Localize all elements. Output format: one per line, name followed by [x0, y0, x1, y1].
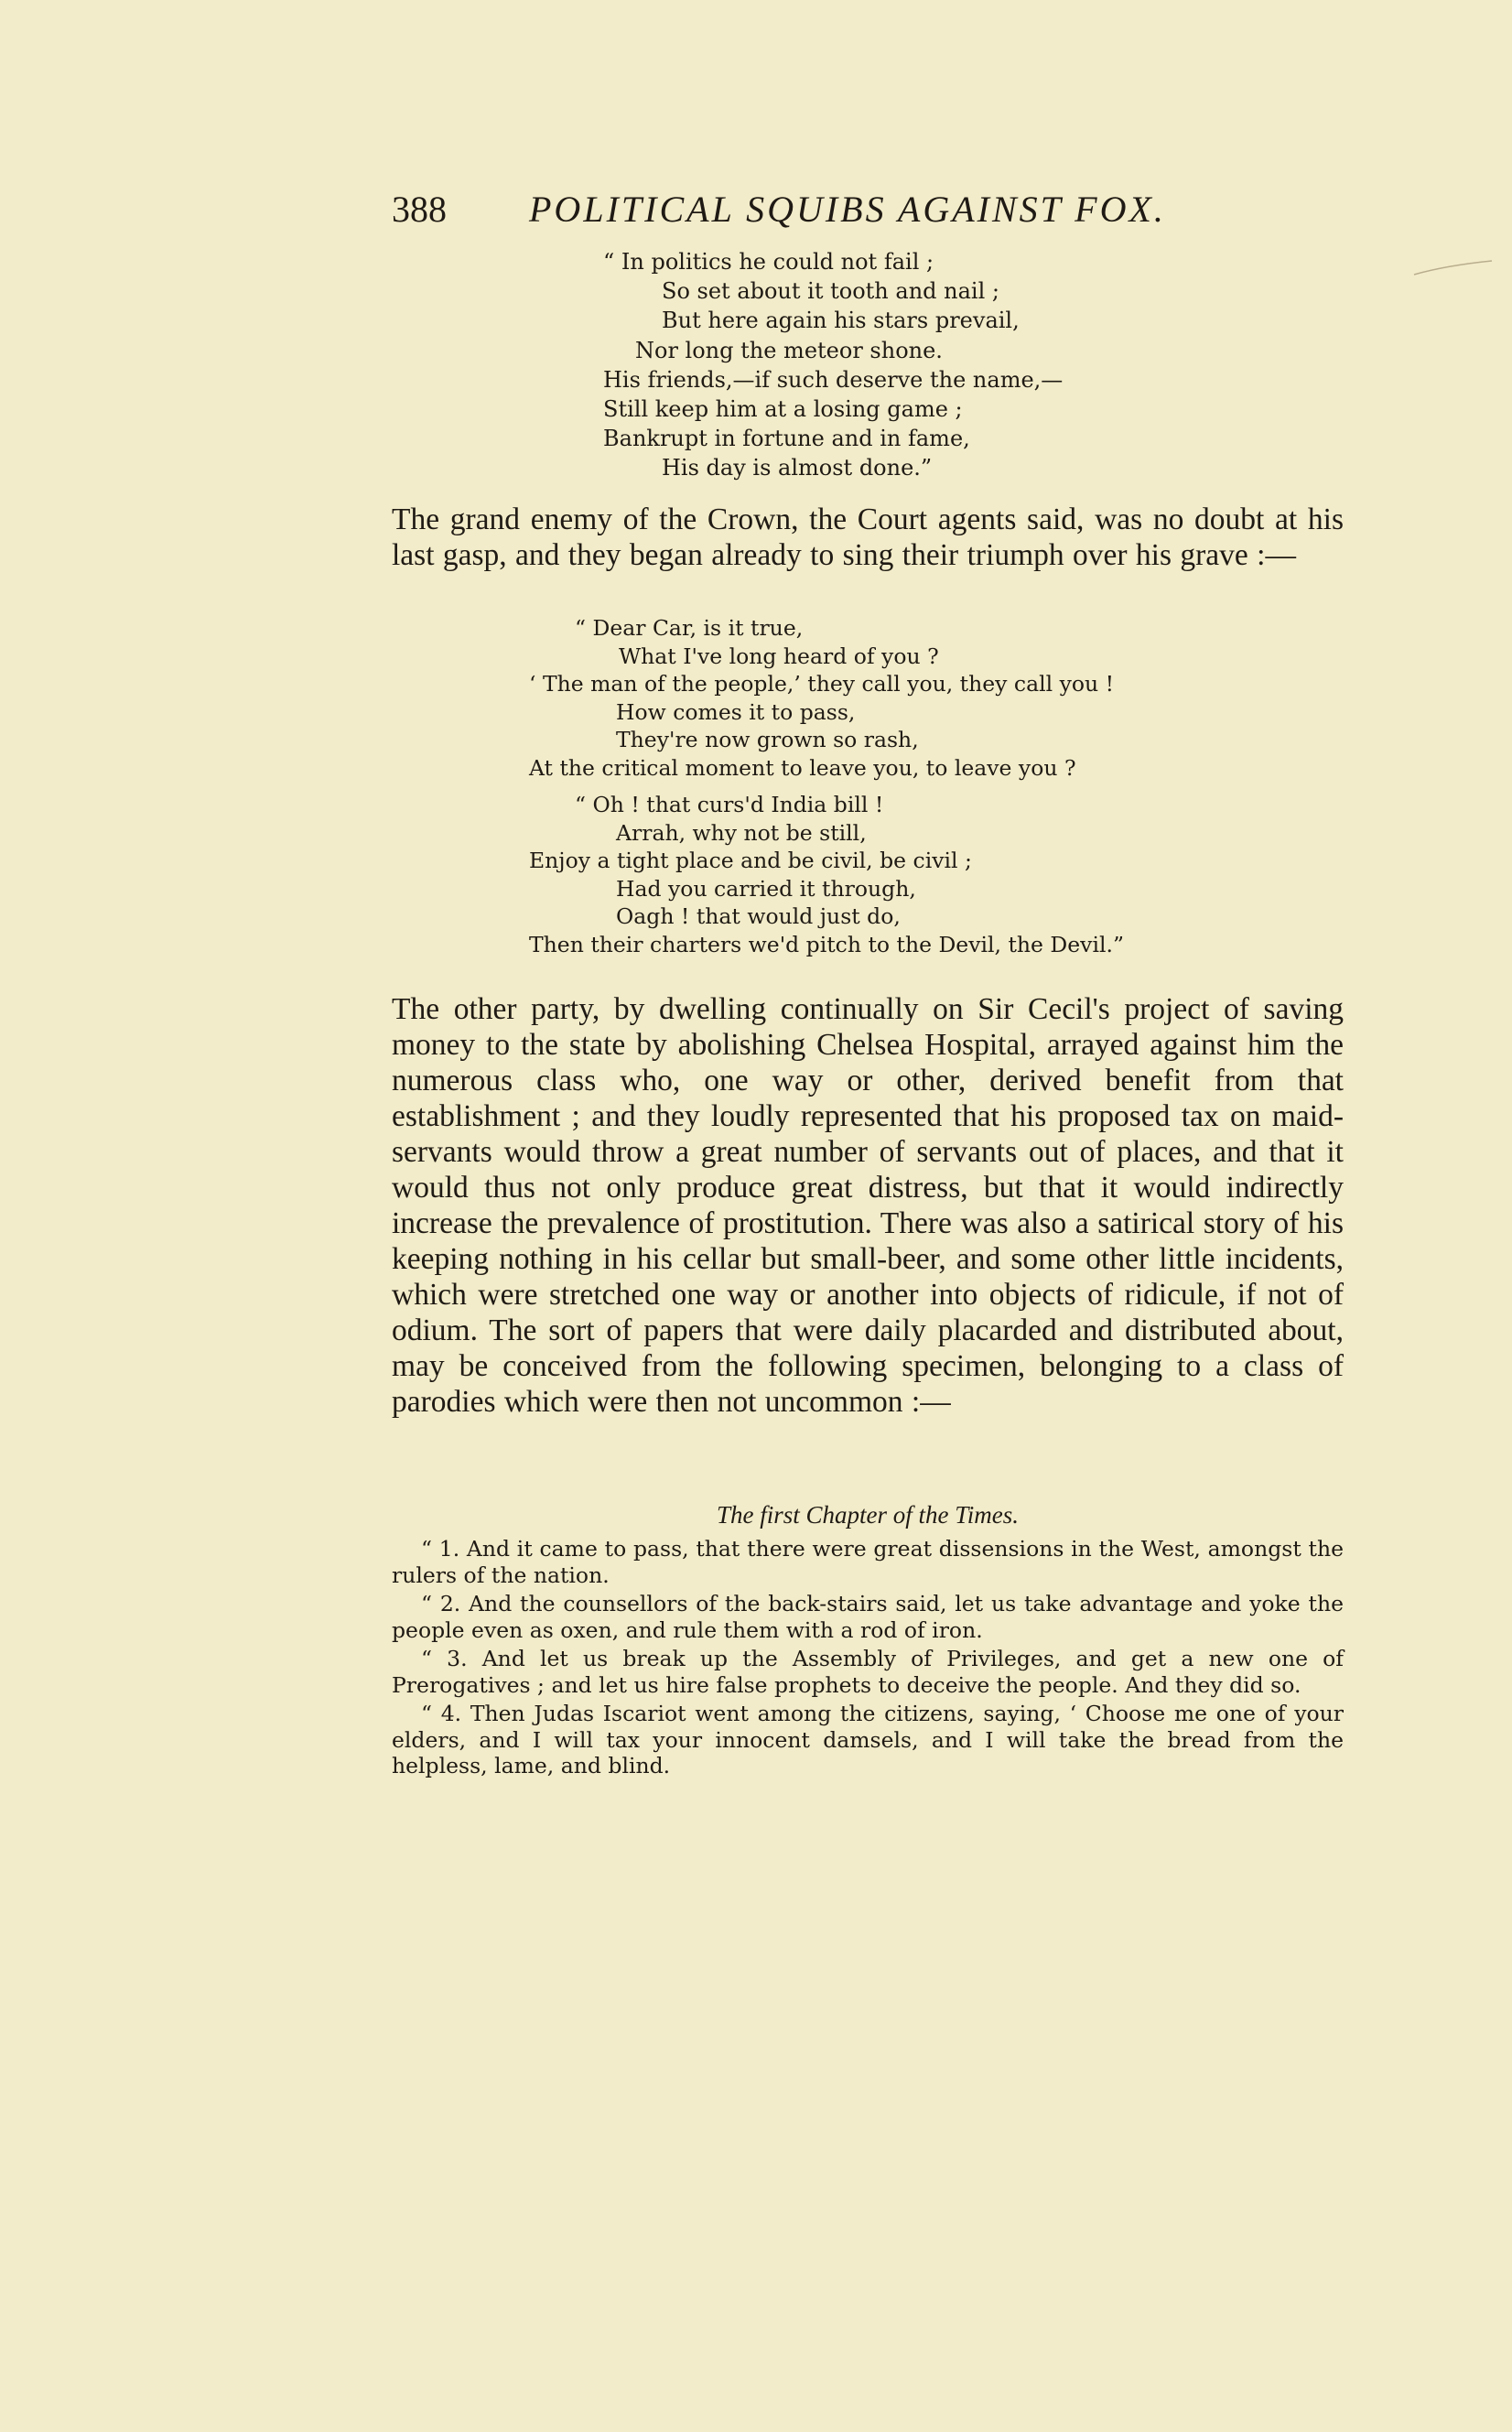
verse-line: Then their charters we'd pitch to the Devil, the Devil.”: [529, 931, 1124, 957]
verse-line: His friends,—if such deserve the name,—: [603, 366, 1064, 393]
verse-line: Bankrupt in fortune and in fame,: [603, 426, 970, 452]
verse-line: What I've long heard of you ?: [619, 643, 939, 669]
verse-line: Enjoy a tight place and be civil, be civil ;: [529, 848, 972, 873]
verse-line: “ In politics he could not fail ;: [603, 249, 934, 275]
verse-block-1: [575, 247, 1063, 483]
page-header: [392, 188, 1353, 243]
paragraph-other-party: The other party, by dwelling continually on Sir Cecil's project of saving money to the state by abolishing Chelsea Hospital, arrayed against him the numerous class who, one way or other, derived benefit from that establishment ; and they loudly represented that his proposed tax on maid-servants would throw a great number of servants out of places, and that it would thus not only produce great distress, but that it would indirectly increase the prevalence of prostitution. There was also a satirical story of his keeping nothing in his cellar but small-beer, and some other little incidents, which were stretched one way or another into objects of ridicule, if not of odium. The sort of papers that were daily placarded and distributed about, may be conceived from the following specimen, belonging to a class of parodies which were then not uncommon :—: [392, 992, 1344, 1419]
chapter-subheading: The first Chapter of the Times.: [716, 1501, 1020, 1529]
verse-line: Still keep him at a losing game ;: [603, 395, 963, 422]
ink-speck: [1414, 261, 1492, 275]
chapter-verse-item: “ 3. And let us break up the Assembly of Privileges, and get a new one of Prerogatives ; and let us hire false prophets to deceive the people. And they did so.: [392, 1646, 1344, 1698]
verse-line: “ Dear Car, is it true,: [575, 615, 804, 641]
running-title: POLITICAL SQUIBS AGAINST FOX.: [529, 189, 1166, 230]
verse-line: How comes it to pass,: [616, 698, 856, 725]
chapter-verse-item: “ 2. And the counsellors of the back-stairs said, let us take advantage and yoke the people even as oxen, and rule them with a rod of iron.: [392, 1591, 1344, 1643]
verse-line: They're now grown so rash,: [616, 727, 919, 752]
verse-line: Arrah, why not be still,: [616, 819, 867, 846]
verse-line: ‘ The man of the people,’ they call you, they call you !: [529, 671, 1115, 697]
verse-block-2: [529, 614, 1124, 958]
chapter-verse-item: “ 4. Then Judas Iscariot went among the citizens, saying, ‘ Choose me one of your elders, and I will tax your innocent damsels, and I will take the bread from the helpless, lame, and blind.: [392, 1701, 1344, 1778]
paragraph-court-agents: The grand enemy of the Crown, the Court agents said, was no doubt at his last gasp, and they began already to sing their triumph over his grave :—: [392, 503, 1344, 572]
verse-line: Oagh ! that would just do,: [616, 903, 901, 929]
verse-line: At the critical moment to leave you, to leave you ?: [529, 754, 1076, 781]
verse-line: So set about it tooth and nail ;: [662, 278, 999, 305]
chapter-verse-item: “ 1. And it came to pass, that there were great dissensions in the West, amongst the rulers of the nation.: [392, 1536, 1344, 1588]
chapter-verses: [392, 1536, 1344, 1779]
verse-line: His day is almost done.”: [662, 455, 933, 481]
paper-specks: [1409, 238, 1501, 293]
verse-line: But here again his stars prevail,: [662, 308, 1020, 334]
verse-line: Nor long the meteor shone.: [635, 337, 943, 363]
page-number: 388: [392, 189, 447, 230]
verse-line: “ Oh ! that curs'd India bill !: [575, 792, 884, 817]
verse-line: Had you carried it through,: [616, 875, 916, 902]
stanza-gap: [529, 782, 1124, 791]
